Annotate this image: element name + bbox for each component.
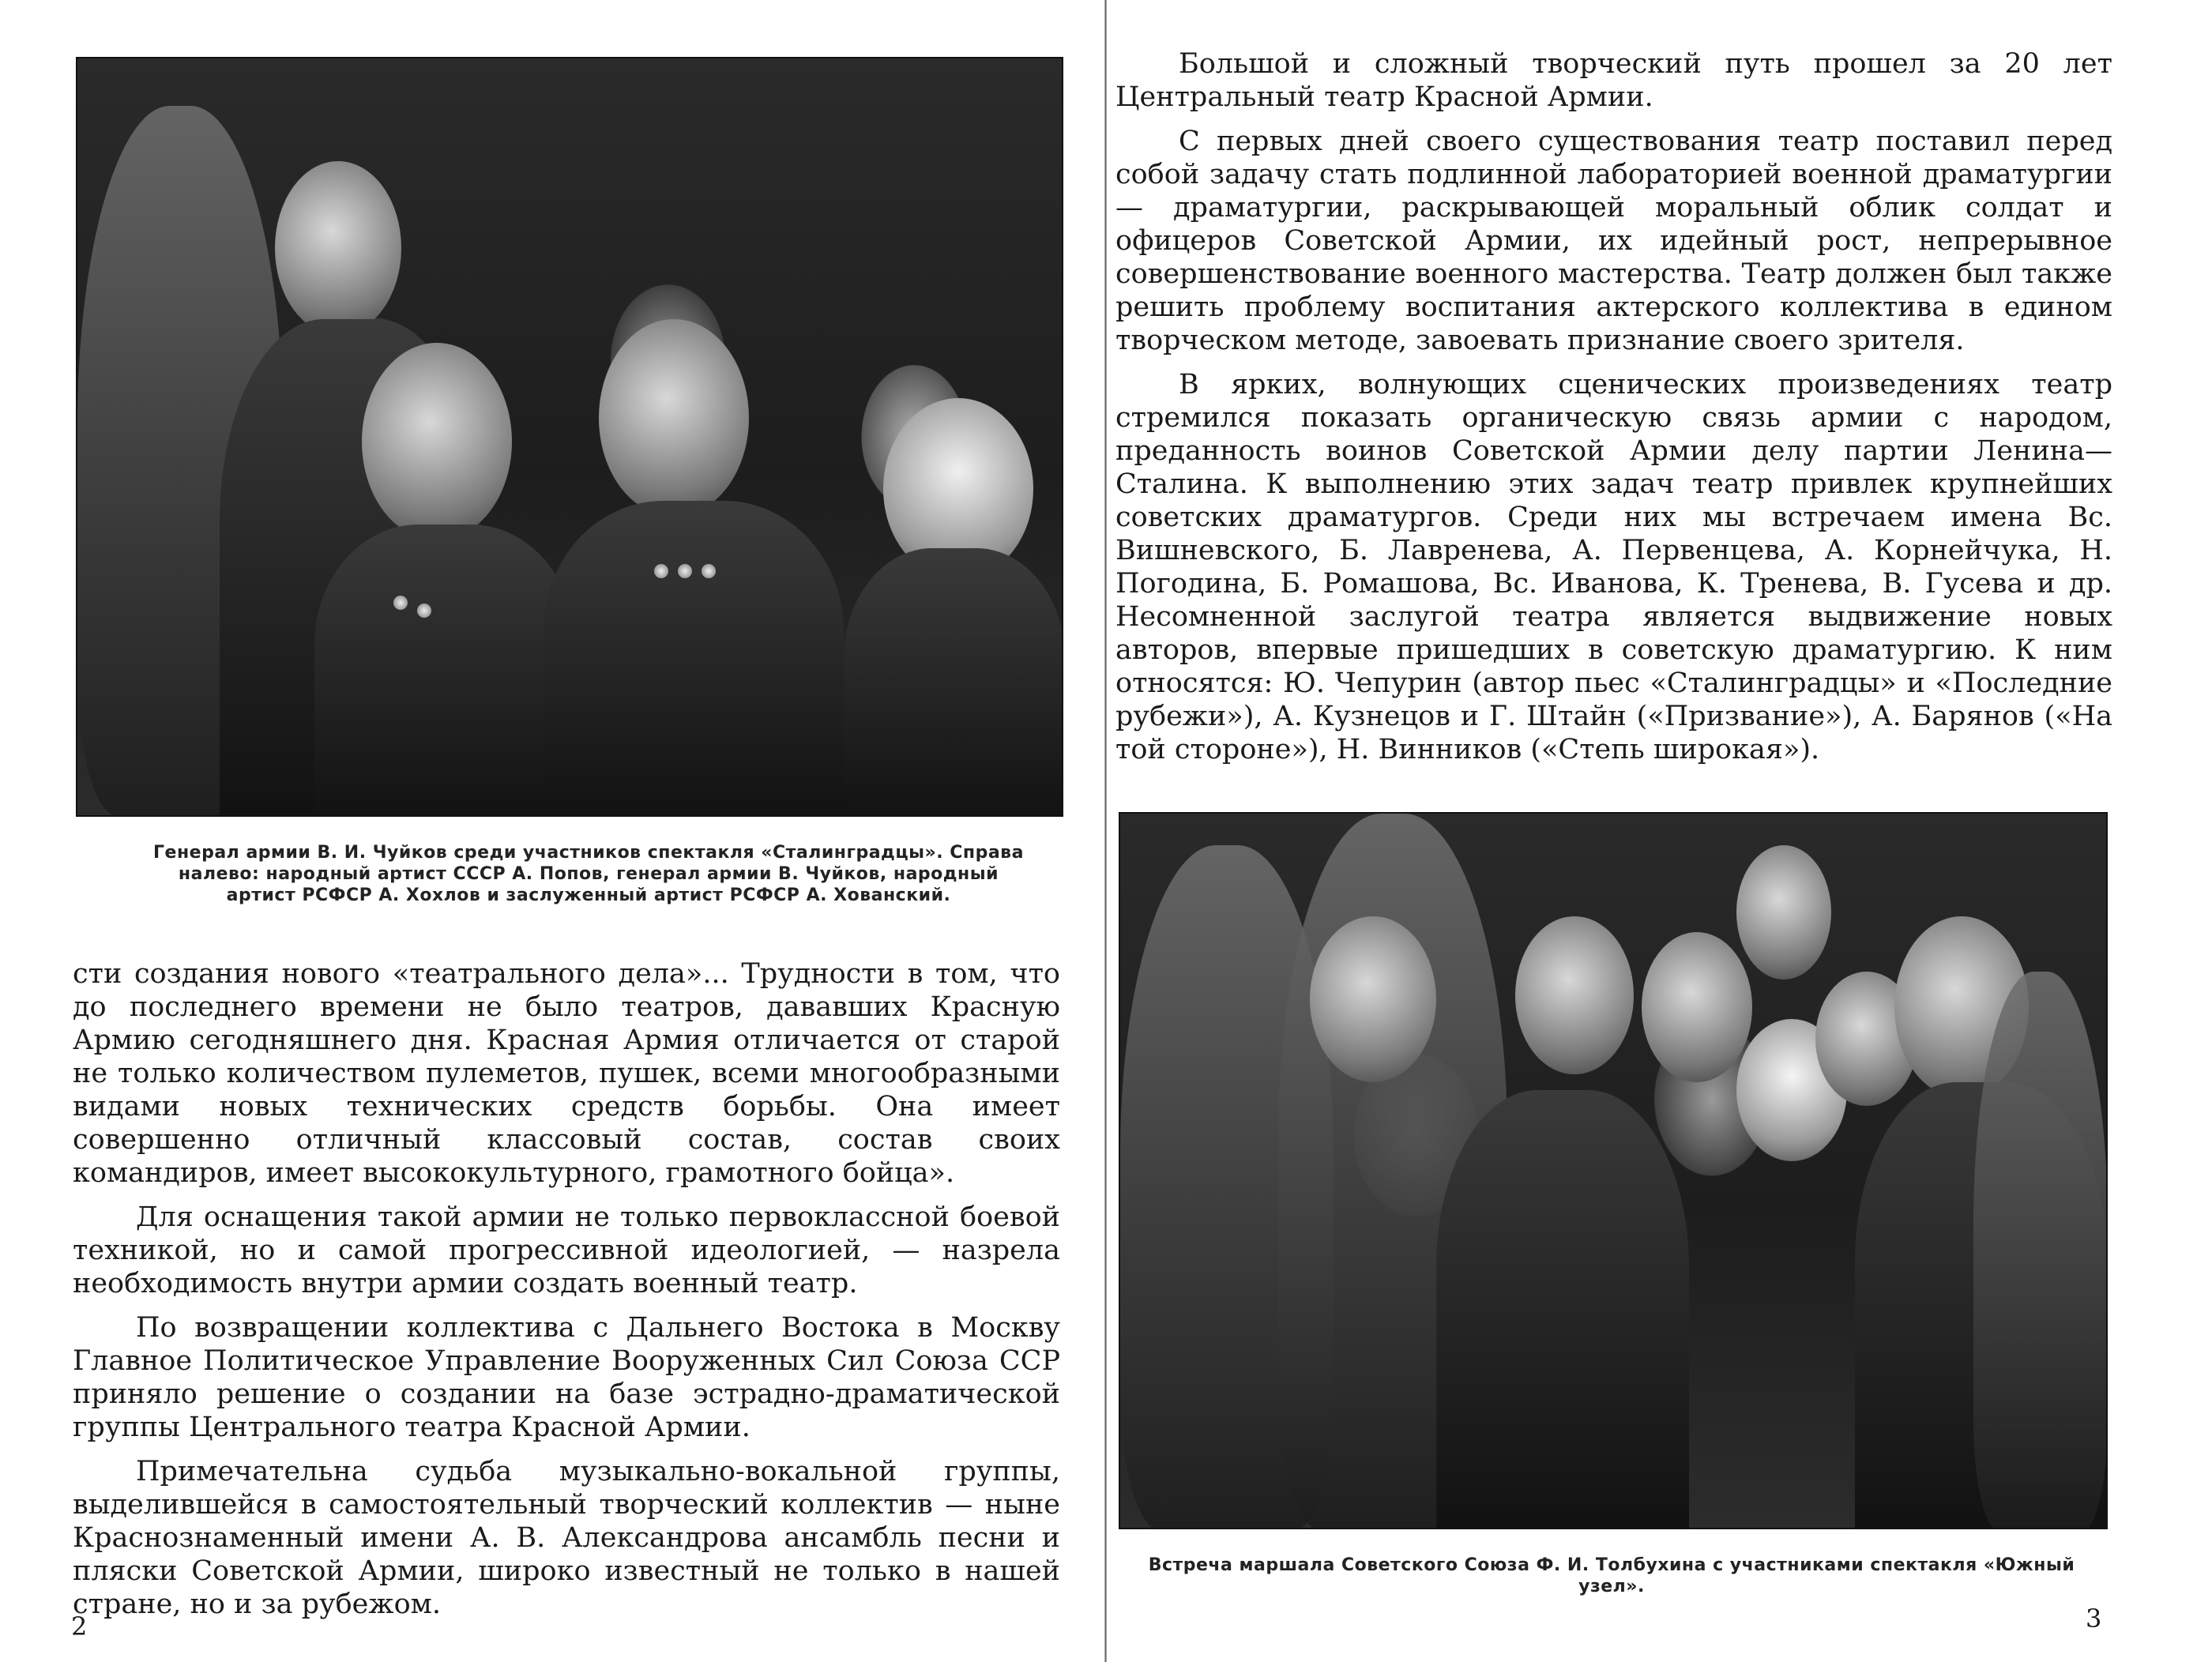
right-paragraph-3: В ярких, волнующих сценических произведениях театр стремился показать органическую связь армии с народом, преданность воинов Советской Армии делу партии Ленина—Сталина. К выполнению этих задач театр привлек крупнейших советских драматургов. Среди них мы встречаем имена Вс. Вишневского, Б. Лавренева, А. Первенцева, А. Корнейчука, Н. Погодина, Б. Ромашова, Вс. Иванова, К. Тренева, В. Гусева и др. Несомненной заслугой театра является выдвижение новых авторов, впервые пришедших в советскую драматургию. К ним относятся: Ю. Чепурин (автор пьес «Сталинградцы» и «Последние рубежи»), А. Кузнецов и Г. Штайн («Призвание»), А. Барянов («На той стороне»), Н. Винников («Степь широкая»).	[1115, 369, 2112, 765]
right-paragraph-2: С первых дней своего существования театр поставил перед собой задачу стать подлинной лабораторией военной драматургии — драматургии, раскрывающей моральный облик солдат и офицеров Советской Армии, их идейный рост, непрерывное совершенствование военного мастерства. Театр должен был также решить проблему воспитания актерского коллектива в едином творческом методе, завоевать признание своего зрителя.	[1115, 126, 2112, 356]
left-page-number: 2	[71, 1611, 88, 1641]
left-paragraph-4: Примечательна судьба музыкально-вокальной группы, выделившейся в самостоятельный творческий коллектив — ныне Краснознаменный имени А. В. Александрова ансамбль песни и пляски Советской Армии, широко известный не только в нашей стране, но и за рубежом.	[73, 1456, 1060, 1620]
left-photo	[76, 57, 1063, 817]
left-paragraph-1: сти создания нового «театрального дела»... Трудности в том, что до последнего времени не было театров, дававших Красную Армию сегодняшнего дня. Красная Армия отличается от старой не только количеством пулеметов, пушек, всеми многообразными видами новых технических средств борьбы. Она имеет совершенно отличный классовый состав, состав своих командиров, имеет высококультурного, грамотного бойца».	[73, 958, 1060, 1189]
left-paragraph-2: Для оснащения такой армии не только первоклассной боевой техникой, но и самой прогрессивной идеологией, — назрела необходимость внутри армии создать военный театр.	[73, 1201, 1060, 1299]
left-photo-caption: Генерал армии В. И. Чуйков среди участников спектакля «Сталинградцы». Справа налево: народный артист СССР А. Попов, генерал армии В. Чуйков, народный артист РСФСР А. Хохлов и заслуженный артист РСФСР А. Хованский.	[153, 843, 1024, 905]
right-photo	[1119, 812, 2108, 1529]
left-paragraph-3: По возвращении коллектива с Дальнего Востока в Москву Главное Политическое Управление Вооруженных Сил Союза ССР приняло решение о создании на базе эстрадно-драматической группы Центрального театра Красной Армии.	[73, 1312, 1060, 1443]
right-photo-caption: Встреча маршала Советского Союза Ф. И. Толбухина с участниками спектакля «Южный узел».	[1148, 1555, 2075, 1596]
right-page	[1106, 0, 2212, 1662]
left-body-text	[73, 957, 1060, 1632]
right-page-number: 3	[2086, 1604, 2102, 1634]
right-body-text	[1115, 47, 2112, 777]
right-paragraph-1: Большой и сложный творческий путь прошел за 20 лет Центральный театр Красной Армии.	[1115, 48, 2112, 113]
